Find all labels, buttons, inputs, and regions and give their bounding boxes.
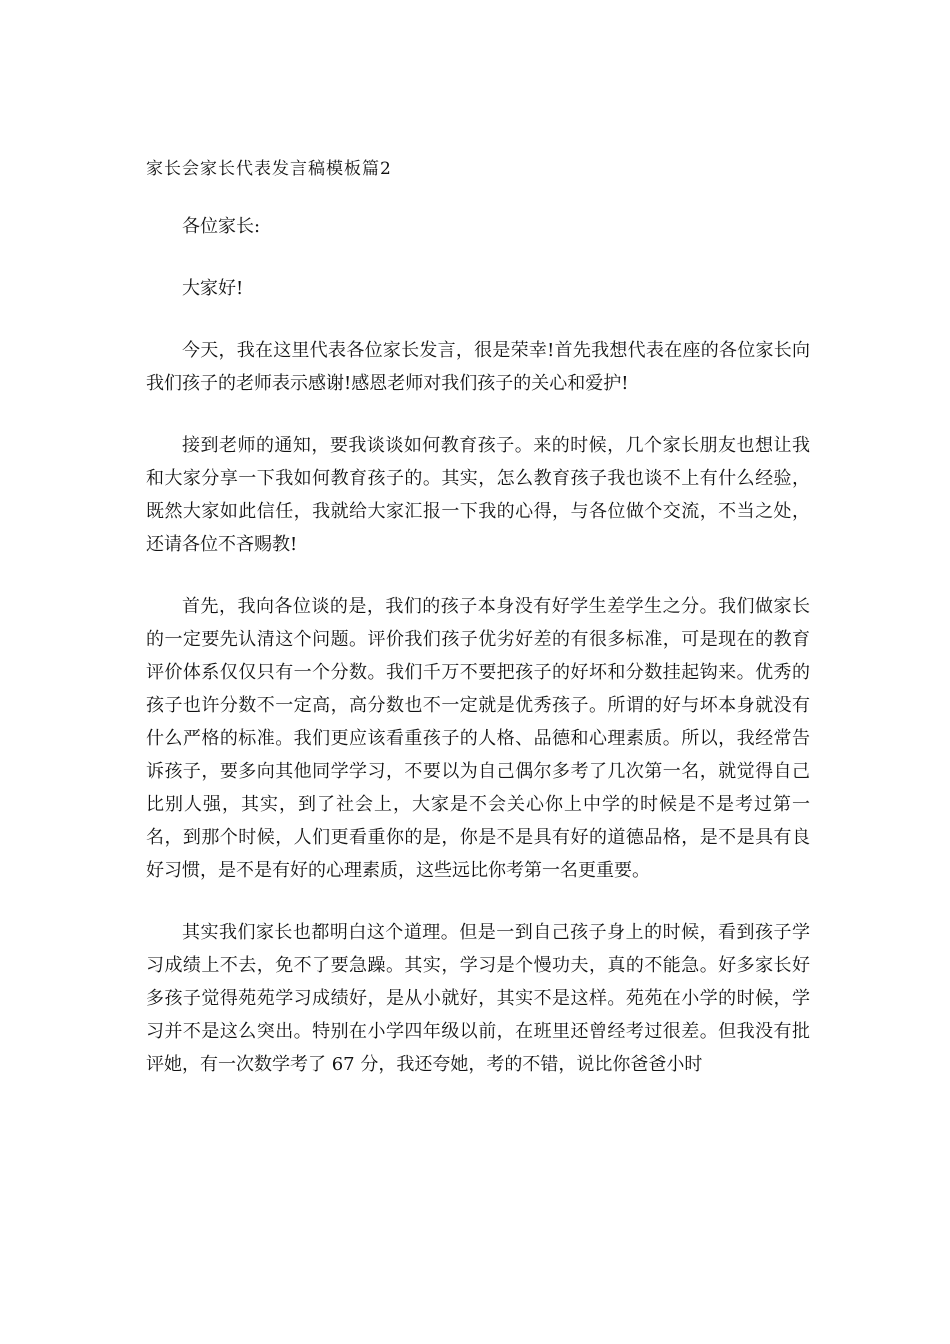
document-title: 家长会家长代表发言稿模板篇2 [146, 159, 392, 179]
document-page [146, 154, 810, 1110]
paragraph-notice: 接到老师的通知，要我谈谈如何教育孩子。来的时候，几个家长朋友也想让我和大家分享一下我如何教育孩子的。其实，怎么教育孩子我也谈不上有什么经验，既然大家如此信任，我就给大家汇报一下我的心得，与各位做个交流，不当之处，还请各位不吝赐教! [146, 435, 810, 555]
paragraph-first-point: 首先，我向各位谈的是，我们的孩子本身没有好学生差学生之分。我们做家长的一定要先认清这个问题。评价我们孩子优劣好差的有很多标准，可是现在的教育评价体系仅仅只有一个分数。我们千万不要把孩子的好坏和分数挂起钩来。优秀的孩子也许分数不一定高，高分数也不一定就是优秀孩子。所谓的好与坏本身就没有什么严格的标准。我们更应该看重孩子的人格、品德和心理素质。所以，我经常告诉孩子，要多向其他同学学习，不要以为自己偶尔多考了几次第一名，就觉得自己比别人强，其实，到了社会上，大家是不会关心你上中学的时候是不是考过第一名，到那个时候，人们更看重你的是，你是不是具有好的道德品格，是不是具有良好习惯，是不是有好的心理素质，这些远比你考第一名更重要。 [146, 596, 810, 881]
greeting: 大家好! [182, 278, 244, 299]
paragraph-second-point: 其实我们家长也都明白这个道理。但是一到自己孩子身上的时候，看到孩子学习成绩上不去，免不了要急躁。其实，学习是个慢功夫，真的不能急。好多家长好多孩子觉得苑苑学习成绩好，是从小就好，其实不是这样。苑苑在小学的时候，学习并不是这么突出。特别在小学四年级以前，在班里还曾经考过很差。但我没有批评她，有一次数学考了 67 分，我还夸她，考的不错，说比你爸爸小时 [146, 922, 810, 1075]
salutation: 各位家长: [182, 216, 261, 237]
paragraph-opening: 今天，我在这里代表各位家长发言，很是荣幸!首先我想代表在座的各位家长向我们孩子的老师表示感谢!感恩老师对我们孩子的关心和爱护! [146, 340, 810, 394]
